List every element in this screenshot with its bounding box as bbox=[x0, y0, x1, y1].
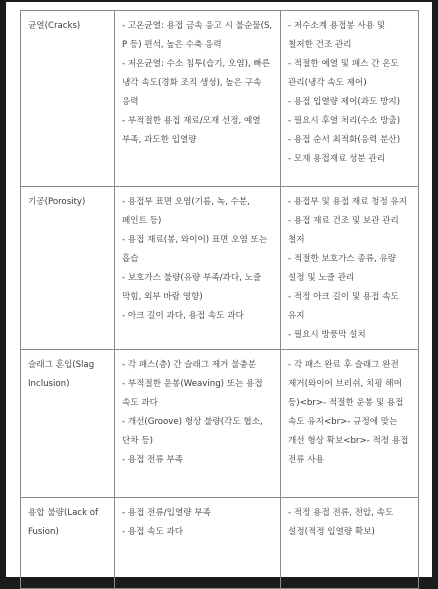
measure-list bbox=[288, 193, 412, 345]
defect-name: 용합 불량(Lack of Fusion) bbox=[28, 508, 99, 537]
list-item: - 보호가스 불량(유량 부족/과다, 노즐 막힘, 외부 바람 영향) bbox=[122, 273, 262, 302]
measure-list bbox=[288, 356, 412, 470]
cause-cell bbox=[115, 350, 281, 498]
cause-cell bbox=[115, 187, 281, 350]
measure-list bbox=[288, 17, 412, 169]
cause-list bbox=[122, 356, 274, 470]
list-item: - 각 패스(층) 간 슬래그 제거 불충분 bbox=[122, 360, 257, 370]
list-item: - 적절한 보호가스 종류, 유량 설정 및 노즐 관리 bbox=[288, 254, 397, 283]
list-item: - 적정 용접 전류, 전압, 속도 설정(적정 입열량 확보) bbox=[288, 508, 394, 537]
defect-name-cell bbox=[21, 11, 115, 187]
defect-name-cell bbox=[21, 498, 115, 589]
list-item: - 개선(Groove) 형상 불량(각도 협소, 단차 등) bbox=[122, 417, 263, 446]
cause-list bbox=[122, 504, 274, 542]
defect-name: 기공(Porosity) bbox=[28, 197, 86, 207]
weld-defect-table bbox=[20, 10, 419, 589]
measure-list bbox=[288, 504, 412, 542]
list-item: - 용접 재료(봉, 와이어) 표면 오염 또는 흡습 bbox=[122, 235, 268, 264]
list-item: - 적절한 예열 및 패스 간 온도 관리(냉각 속도 제어) bbox=[288, 59, 399, 88]
table-row bbox=[21, 187, 419, 350]
list-item: - 모재 용접재료 성분 관리 bbox=[288, 154, 386, 164]
list-item: - 각 패스 완료 후 슬래그 완전 제거(와이어 브러쉬, 치핑 해머 등)<br>- 적절한 운봉 및 용접 속도 유지<br>- 규정에 맞는 개선 형상 확보<br>- 적정 용접 전류 사용 bbox=[288, 360, 409, 465]
list-item: - 필요시 방풍막 설치 bbox=[288, 330, 366, 340]
defect-name-cell bbox=[21, 187, 115, 350]
cause-list bbox=[122, 193, 274, 326]
cause-list bbox=[122, 17, 274, 150]
document-frame bbox=[6, 2, 432, 577]
list-item: - 용접부 및 용접 재료 청정 유지 bbox=[288, 197, 408, 207]
list-item: - 고온균열: 용접 금속 응고 시 불순물(S, P 등) 편석, 높은 수축 응력 bbox=[122, 21, 273, 50]
list-item: - 저온균열: 수소 침투(습기, 오염), 빠른 냉각 속도(경화 조직 생성), 높은 구속 응력 bbox=[122, 59, 271, 107]
list-item: - 용접 입열량 제어(과도 방지) bbox=[288, 97, 401, 107]
measure-cell bbox=[281, 11, 419, 187]
list-item: - 용접 전류/입열량 부족 bbox=[122, 508, 211, 518]
cause-cell bbox=[115, 498, 281, 589]
list-item: - 용접 전류 부족 bbox=[122, 455, 184, 465]
list-item: - 용접 순서 최적화(응력 분산) bbox=[288, 135, 401, 145]
list-item: - 용접 재료 건조 및 보관 관리 철저 bbox=[288, 216, 399, 245]
table-row bbox=[21, 350, 419, 498]
table-row bbox=[21, 11, 419, 187]
table-row bbox=[21, 498, 419, 589]
list-item: - 용접 속도 과다 bbox=[122, 527, 184, 537]
measure-cell bbox=[281, 187, 419, 350]
defect-name-cell bbox=[21, 350, 115, 498]
list-item: - 저수소계 용접봉 사용 및 철저한 건조 관리 bbox=[288, 21, 386, 50]
measure-cell bbox=[281, 350, 419, 498]
list-item: - 적정 아크 길이 및 용접 속도 유지 bbox=[288, 292, 399, 321]
list-item: - 아크 길이 과다, 용접 속도 과다 bbox=[122, 311, 244, 321]
measure-cell bbox=[281, 498, 419, 589]
list-item: - 부적절한 용접 재료/모재 선정, 예열 부족, 과도한 입열량 bbox=[122, 116, 261, 145]
list-item: - 용접부 표면 오염(기름, 녹, 수분, 페인트 등) bbox=[122, 197, 250, 226]
defect-name: 슬래그 혼입(Slag Inclusion) bbox=[28, 360, 95, 389]
cause-cell bbox=[115, 11, 281, 187]
defect-name: 균열(Cracks) bbox=[28, 21, 81, 31]
list-item: - 필요시 후열 처리(수소 방출) bbox=[288, 116, 401, 126]
list-item: - 부적절한 운봉(Weaving) 또는 용접 속도 과다 bbox=[122, 379, 263, 408]
